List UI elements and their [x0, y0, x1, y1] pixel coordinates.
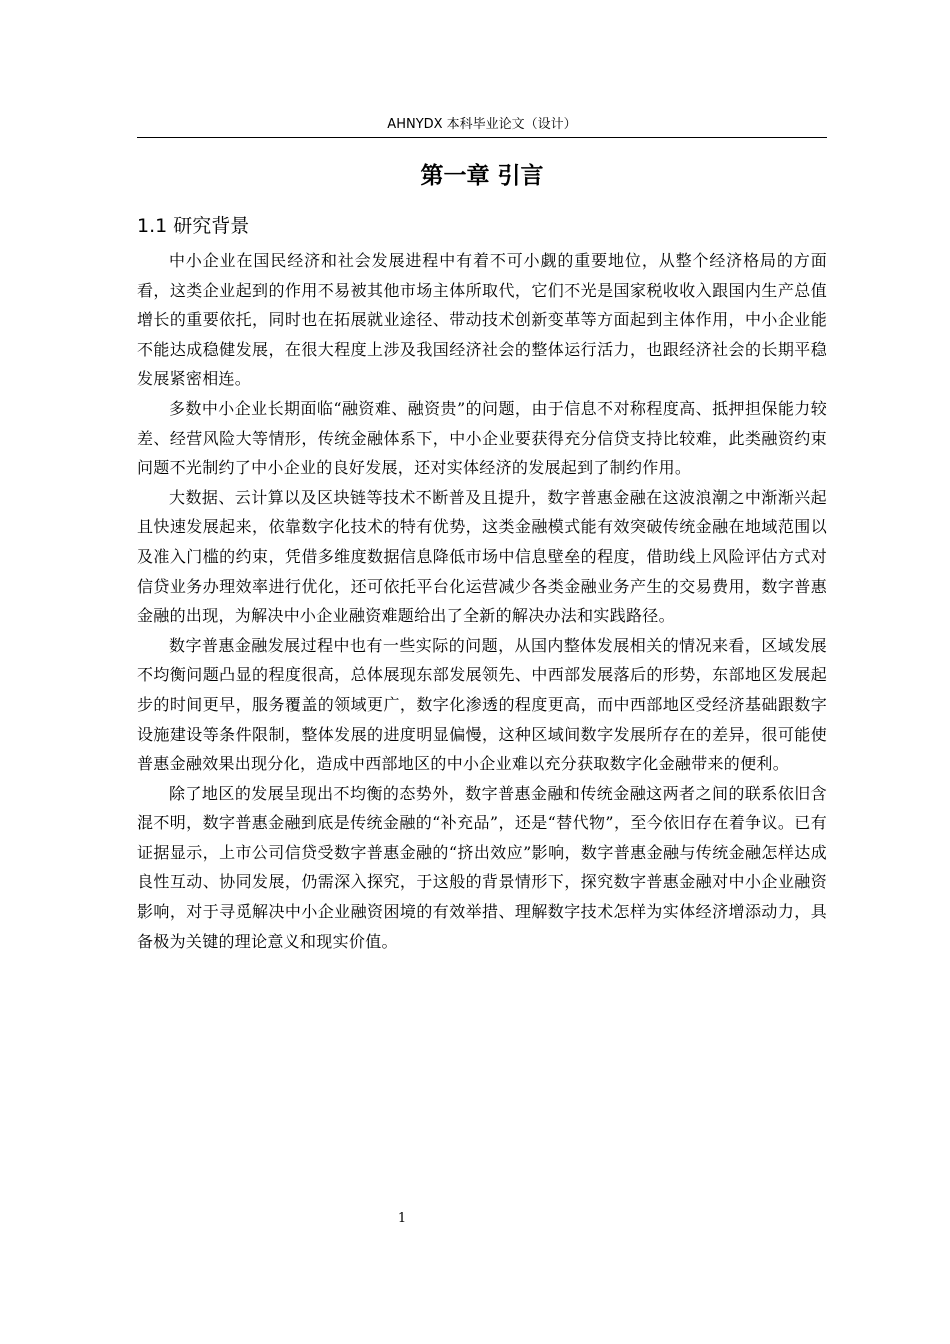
header-rule [137, 137, 827, 138]
chapter-title: 第一章 引言 [420, 163, 544, 189]
paragraph-2: 多数中小企业长期面临“融资难、融资贵”的问题，由于信息不对称程度高、抵押担保能力较差、经营风险大等情形，传统金融体系下，中小企业要获得充分信贷支持比较难，此类融资约束问题不光制约了中小企业的良好发展，还对实体经济的发展起到了制约作用。 [137, 398, 827, 478]
paragraph-5: 除了地区的发展呈现出不均衡的态势外，数字普惠金融和传统金融这两者之间的联系依旧含混不明，数字普惠金融到底是传统金融的“补充品”，还是“替代物”，至今依旧存在着争议。已有证据显示，上市公司信贷受数字普惠金融的“挤出效应”影响，数字普惠金融与传统金融怎样达成良性互动、协同发展，仍需深入探究，于这般的背景情形下，探究数字普惠金融对中小企业融资影响，对于寻觅解决中小企业融资困境的有效举措、理解数字技术怎样为实体经济增添动力，具备极为关键的理论意义和现实价值。 [137, 783, 827, 951]
running-header: AHNYDX 本科毕业论文（设计） [387, 117, 577, 132]
section-title: 1.1 研究背景 [137, 215, 250, 237]
paragraph-4: 数字普惠金融发展过程中也有一些实际的问题，从国内整体发展相关的情况来看，区域发展不均衡问题凸显的程度很高，总体展现东部发展领先、中西部发展落后的形势，东部地区发展起步的时间更早，服务覆盖的领域更广，数字化渗透的程度更高，而中西部地区受经济基础跟数字设施建设等条件限制，整体发展的进度明显偏慢，这种区域间数字发展所存在的差异，很可能使普惠金融效果出现分化，造成中西部地区的中小企业难以充分获取数字化金融带来的便利。 [137, 635, 827, 774]
paragraph-3: 大数据、云计算以及区块链等技术不断普及且提升，数字普惠金融在这波浪潮之中渐渐兴起且快速发展起来，依靠数字化技术的特有优势，这类金融模式能有效突破传统金融在地域范围以及准入门槛的约束，凭借多维度数据信息降低市场中信息壁垒的程度，借助线上风险评估方式对信贷业务办理效率进行优化，还可依托平台化运营减少各类金融业务产生的交易费用，数字普惠金融的出现，为解决中小企业融资难题给出了全新的解决办法和实践路径。 [137, 487, 827, 626]
page-number: 1 [397, 1211, 407, 1226]
paragraph-1: 中小企业在国民经济和社会发展进程中有着不可小觑的重要地位，从整个经济格局的方面看，这类企业起到的作用不易被其他市场主体所取代，它们不光是国家税收收入跟国内生产总值增长的重要依托，同时也在拓展就业途径、带动技术创新变革等方面起到主体作用，中小企业能不能达成稳健发展，在很大程度上涉及我国经济社会的整体运行活力，也跟经济社会的长期平稳发展紧密相连。 [137, 251, 827, 389]
body-text [137, 246, 827, 956]
